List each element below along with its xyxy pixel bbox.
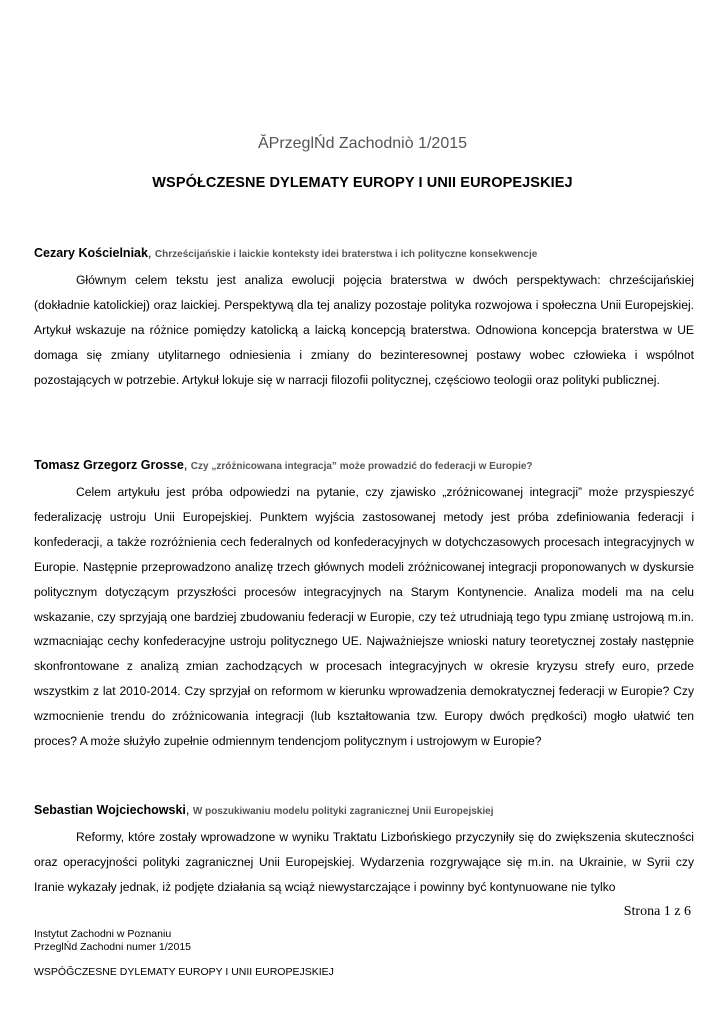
article-author: Cezary Kościelniak <box>34 246 148 260</box>
article-author: Tomasz Grzegorz Grosse <box>34 458 184 472</box>
footer-institute: Instytut Zachodni w Poznaniu <box>34 928 172 940</box>
article-title: Czy „zróżnicowana integracja” może prowadzić do federacji w Europie? <box>190 461 533 472</box>
article-title: Chrześcijańskie i laickie konteksty idei braterstwa i ich polityczne konsekwencje <box>154 249 538 260</box>
article-abstract: Reformy, które zostały wprowadzone w wyniku Traktatu Lizbońskiego przyczyniły się do zwiększenia skuteczności oraz operacyjności polityki zagranicznej Unii Europejskiej. Wydarzenia rozgrywające się m.in. na Ukrainie, w Syrii czy Iranie wykazały jednak, iż podjęte działania są wciąż niewystarczające i powinny być kontynuowane nie tylko <box>34 830 694 894</box>
article-abstract: Głównym celem tekstu jest analiza ewolucji pojęcia braterstwa w dwóch perspektywach: chrześcijańskiej (dokładnie katolickiej) oraz laickiej. Perspektywą dla tej analizy pozostaje polityka rozwojowa i społeczna Unii Europejskiej. Artykuł wskazuje na różnice pomiędzy katolicką a laicką koncepcją braterstwa. Odnowiona koncepcja braterstwa w UE domaga się zmiany utylitarnego odniesienia i zmiany do bezinteresownej postawy wobec człowieka i wspólnot pozostających w potrzebie. Artykuł lokuje się w narracji filozofii politycznej, częściowo teologii oraz polityki publicznej. <box>34 273 694 387</box>
byline-separator: , <box>185 803 190 817</box>
article-byline <box>34 245 694 263</box>
byline-separator: , <box>183 458 188 472</box>
article-byline <box>34 457 694 475</box>
footer-document-title: WSPÓĞCZESNE DYLEMATY EUROPY I UNII EUROPEJSKIEJ <box>34 966 334 978</box>
footer-journal-issue: PrzeglŃd Zachodni numer 1/2015 <box>34 941 192 953</box>
article-abstract: Celem artykułu jest próba odpowiedzi na pytanie, czy zjawisko „zróżnicowanej integracji” może przyspieszyć federalizację ustroju Unii Europejskiej. Punktem wyjścia zastosowanej metody jest próba zdefiniowania federacji i konfederacji, a także rozróżnienia cech federalnych od konfederacyjnych w dotychczasowych procesach integracyjnych w Europie. Następnie przeprowadzono analizę trzech głównych modeli zróżnicowanej integracji proponowanych w dyskursie politycznym dotyczącym przyszłości procesów integracyjnych na Starym Kontynencie. Analiza modeli ma na celu wskazanie, czy sprzyjają one bardziej zbudowaniu federacji w Europie, czy też utrudniają tego typu zmianę ustrojową m.in. wzmacniając cechy konfederacyjne ustroju politycznego UE. Najważniejsze wnioski natury teoretycznej zostały następnie skonfrontowane z analizą zmian zachodzących w procesach integracyjnych w okresie kryzysu strefy euro, przede wszystkim z lat 2010-2014. Czy sprzyjał on reformom w kierunku wprowadzenia demokratycznej federacji w Europie? Czy wzmocnienie trendu do zróżnicowania integracji (lub kształtowania tzw. Europy dwóch prędkości) mogło ułatwić ten proces? A może służyło zupełnie odmiennym tendencjom politycznym i ustrojowym w Europie? <box>34 485 694 749</box>
document-title: WSPÓŁCZESNE DYLEMATY EUROPY I UNII EUROPEJSKIEJ <box>152 175 573 191</box>
byline-separator: , <box>147 246 152 260</box>
article-3 <box>34 802 694 900</box>
page-number: Strona 1 z 6 <box>623 904 691 919</box>
journal-header: ĂPrzeglŃd Zachodniò 1/2015 <box>257 135 468 152</box>
article-1 <box>34 245 694 393</box>
article-author: Sebastian Wojciechowski <box>34 803 186 817</box>
article-2 <box>34 457 694 754</box>
article-title: W poszukiwaniu modelu polityki zagranicznej Unii Europejskiej <box>192 806 494 817</box>
page-footer <box>34 928 191 954</box>
article-byline <box>34 802 694 820</box>
